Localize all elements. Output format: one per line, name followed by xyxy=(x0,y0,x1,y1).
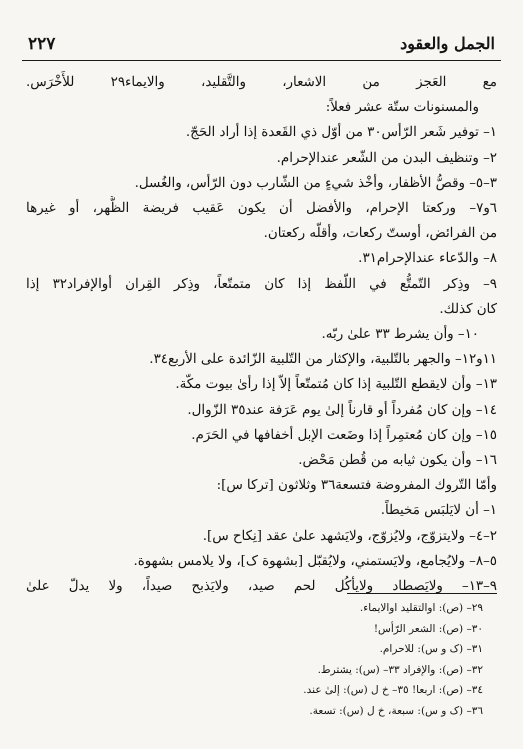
footnotes xyxy=(26,598,497,722)
page-number: ٢٢٧ xyxy=(28,34,56,54)
footnote: ٣٤– (ص): اربعا! ٣٥– خ ل (س): إلیٰ عند. xyxy=(303,684,483,697)
footnote: ٣٢– (ص): والإفراد ٣٣– (س): يشترط. xyxy=(317,663,483,676)
text-line: ١٤– وإن كان مُفرداً أو قارناً إلىٰ يوم عَرَفة عند٣٥ الزّوال. xyxy=(187,402,497,418)
footnote: ٢٩– (ص): اوالتقليد اوالايماء. xyxy=(359,602,483,614)
text-line: ٥–٨– ولايُجامع، ولايَستمني، ولايُقبّل [بشهوة ک]، ولا يلامس بشهوة. xyxy=(133,553,497,569)
footnote: ٣٦– (ک و س): سبعة، خ ل (س): تسعة. xyxy=(309,704,483,717)
text-line: ٩–١٣– ولايَصطاد ولايأكُل لحم صيد، ولايَذبح صيداً، ولا يدلّ علىٰ xyxy=(26,579,497,595)
footnote-divider xyxy=(347,593,497,594)
text-line: ٨– والدّعاء عندالإحرام٣١. xyxy=(358,251,497,267)
text-line: والمسنونات ستّة عشر فعلاً: xyxy=(325,100,479,116)
running-title: الجمل والعقود xyxy=(400,34,495,53)
text-line: ١٠– وأن يشرط ٣٣ علىٰ ربّه. xyxy=(321,327,479,343)
text-line: ١– أن لايَلبَس مَخيطاً. xyxy=(380,503,497,519)
text-line: ٢–٤– ولايتزوّج، ولايُزوّج، ولايَشهد علىٰ عقد [نِكاح س]. xyxy=(202,528,497,544)
text-line: ١٣– وأن لايقطع التّلبية إذا كان مُتمتّعاً إلاّ إذا رأىٰ بيوت مكّة. xyxy=(175,377,497,393)
text-line: ٦و٧– وركعتا الإحرام، والأفضل أن يكون عَقيب فريضة الظُّهر، أو غيرها xyxy=(26,201,497,217)
text-line: مع العَجز من الاشعار، والتَّقليد، والايماء٢٩ للأَخْرَس. xyxy=(26,75,497,90)
text-line: ٢– وتنظيف البدن من الشّعر عندالإحرام. xyxy=(276,150,497,166)
text-line: من الفرائض، أوستّ ركعات، وأقلّه ركعتان. xyxy=(263,226,497,242)
footnote: ٣٠– (ص): الشعر الرّأس! xyxy=(373,622,483,635)
footnote: ٣١– (ک و س): للاحرام. xyxy=(379,643,483,656)
text-line: ١١و١٢– والجهر بالتّلبية، والإكثار من التّلبية الزّائدة على الأربع٣٤. xyxy=(149,352,497,368)
text-line: ١– توفير شَعر الرّأس٣٠ من أوّل ذي القَعدة إذا أراد الحَجّ. xyxy=(185,125,497,141)
text-line: ١٥– وإن كان مُعتمِراً إذا وضَعت الإبل أخفافها في الحَرَم. xyxy=(191,427,497,443)
running-header xyxy=(22,30,501,61)
text-line: وأمّا التّروك المفروضة فتسعة٣٦ وثلاثون [تركا س]: xyxy=(216,478,497,494)
main-text xyxy=(26,70,497,599)
text-line: ٩– وذِكر التّمتُّع في اللّفظ إذا كان متمتّعاً، وذِكر القِران أوالإفراد٣٢ إذا xyxy=(26,276,497,292)
text-line: ١٦– وأن يكون ثيابه من قُطن مَحْض. xyxy=(298,453,497,469)
text-line: كان كذلك. xyxy=(439,301,497,317)
text-line: ٣–٥– وقصُّ الأظفار، وأخْذ شيءٍ من الشّارب دون الرّأس، والغُسل. xyxy=(134,175,497,191)
